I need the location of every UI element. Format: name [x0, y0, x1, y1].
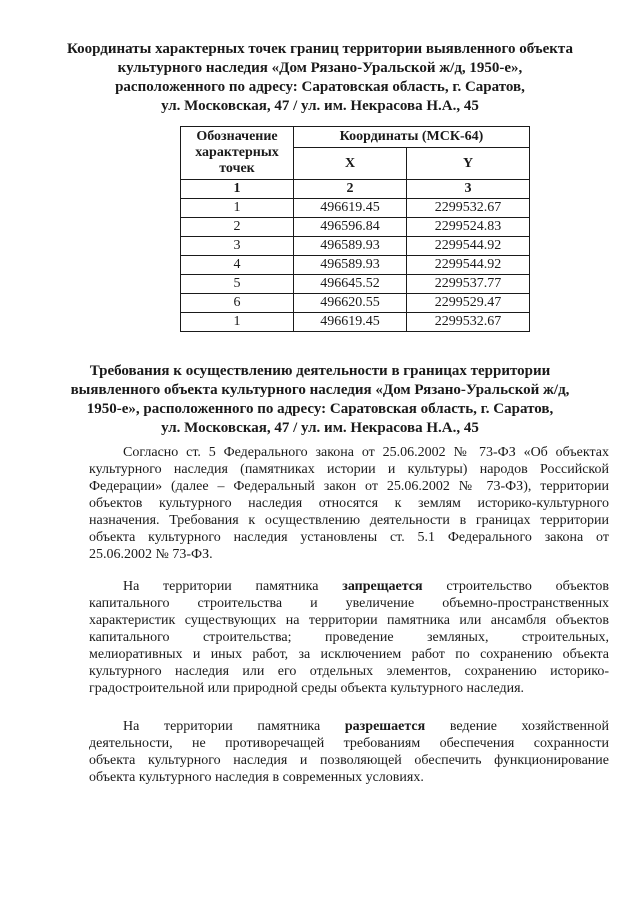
x-cell: 496589.93: [294, 237, 407, 256]
header-coordinates: Координаты (МСК-64): [294, 127, 530, 148]
y-cell: 2299537.77: [407, 275, 530, 294]
title-line: расположенного по адресу: Саратовская область, г. Саратов,: [115, 79, 525, 95]
paragraph-line: назначения. Требования к осуществлению деятельности в границах территории: [89, 513, 609, 528]
point-cell: 2: [181, 218, 294, 237]
y-cell: 2299532.67: [407, 313, 530, 332]
title-line: 1950-е», расположенного по адресу: Саратовская область, г. Саратов,: [86, 401, 554, 417]
paragraph-line: характеристик существующих на территории памятника или ансамбля объектов: [89, 613, 609, 628]
title-line: выявленного объекта культурного наследия «Дом Рязано-Уральской ж/д,: [70, 382, 570, 398]
paragraph-line: Федерации» (далее – Федеральный закон от 25.06.2002 № 73-ФЗ), территории: [89, 479, 609, 494]
title-line: Требования к осуществлению деятельности в границах территории: [89, 363, 551, 379]
y-cell: 2299524.83: [407, 218, 530, 237]
table-row: [181, 313, 530, 332]
permitted-paragraph: [89, 718, 609, 786]
table-row: [181, 199, 530, 218]
table-index-row: [181, 180, 530, 199]
table-row: [181, 237, 530, 256]
paragraph-line: 25.06.2002 № 73-ФЗ.: [89, 547, 213, 562]
x-cell: 496596.84: [294, 218, 407, 237]
paragraph-line: объекта культурного наследия и позволяющей обеспечить функционирование: [89, 753, 609, 768]
table-row: [181, 218, 530, 237]
x-cell: 496645.52: [294, 275, 407, 294]
index-cell: 1: [181, 180, 294, 199]
lead-tail: ведение хозяйственной: [449, 719, 610, 734]
permitted-keyword: разрешается: [344, 719, 426, 734]
table-row: [181, 294, 530, 313]
paragraph-line: объекта культурного наследия в современных условиях.: [89, 770, 424, 785]
point-cell: 1: [181, 199, 294, 218]
paragraph-lead-line: [89, 578, 609, 595]
point-cell: 3: [181, 237, 294, 256]
paragraph-line: градостроительной или природной среды объекта культурного наследия.: [89, 681, 525, 696]
title-line: Координаты характерных точек границ территории выявленного объекта: [67, 41, 573, 57]
x-cell: 496620.55: [294, 294, 407, 313]
title-line: ул. Московская, 47 / ул. им. Некрасова Н.А., 45: [161, 420, 479, 436]
x-cell: 496619.45: [294, 199, 407, 218]
paragraph-line: Согласно ст. 5 Федерального закона от 25.06.2002 № 73-ФЗ «Об объектах: [123, 445, 609, 460]
prohibited-keyword: запрещается: [342, 579, 423, 594]
y-cell: 2299529.47: [407, 294, 530, 313]
prohibited-paragraph: [89, 578, 609, 697]
header-x: X: [294, 148, 407, 180]
requirements-title: [60, 362, 580, 438]
paragraph-line: мелиоративных и иных работ, за исключением работ по сохранению объекта: [89, 647, 609, 662]
paragraph-line: объектов культурного наследия относятся к землям историко-культурного: [89, 496, 609, 511]
index-cell: 2: [294, 180, 407, 199]
point-cell: 6: [181, 294, 294, 313]
paragraph-line: культурного наследия (памятниках истории и культуры) народов Российской: [89, 462, 609, 477]
y-cell: 2299544.92: [407, 256, 530, 275]
title-line: ул. Московская, 47 / ул. им. Некрасова Н.А., 45: [161, 98, 479, 114]
coordinates-title: [60, 40, 580, 116]
law-reference-paragraph: [89, 444, 609, 563]
header-points: Обозначение характерных точек: [181, 127, 294, 180]
paragraph-line: капитального строительства; проведение земляных, строительных,: [89, 630, 609, 645]
paragraph-line: объекта культурного наследия установлены ст. 5.1 Федерального закона от: [89, 530, 609, 545]
x-cell: 496589.93: [294, 256, 407, 275]
coordinates-table: [180, 126, 530, 332]
lead-text: На территории памятника: [123, 719, 321, 734]
table-row: [181, 256, 530, 275]
header-y: Y: [407, 148, 530, 180]
paragraph-line: культурного наследия или его отдельных элементов, сохранению историко-: [89, 664, 609, 679]
paragraph-line: капитального строительства и увеличение объемно-пространственных: [89, 596, 609, 611]
paragraph-lead-line: [89, 718, 609, 735]
title-line: культурного наследия «Дом Рязано-Уральской ж/д, 1950-е»,: [117, 60, 523, 76]
point-cell: 4: [181, 256, 294, 275]
lead-tail: строительство объектов: [446, 579, 610, 594]
point-cell: 1: [181, 313, 294, 332]
y-cell: 2299532.67: [407, 199, 530, 218]
paragraph-line: деятельности, не противоречащей требованиям обеспечения сохранности: [89, 736, 609, 751]
x-cell: 496619.45: [294, 313, 407, 332]
point-cell: 5: [181, 275, 294, 294]
y-cell: 2299544.92: [407, 237, 530, 256]
table-header-row: [181, 127, 530, 148]
table-row: [181, 275, 530, 294]
lead-text: На территории памятника: [123, 579, 319, 594]
index-cell: 3: [407, 180, 530, 199]
